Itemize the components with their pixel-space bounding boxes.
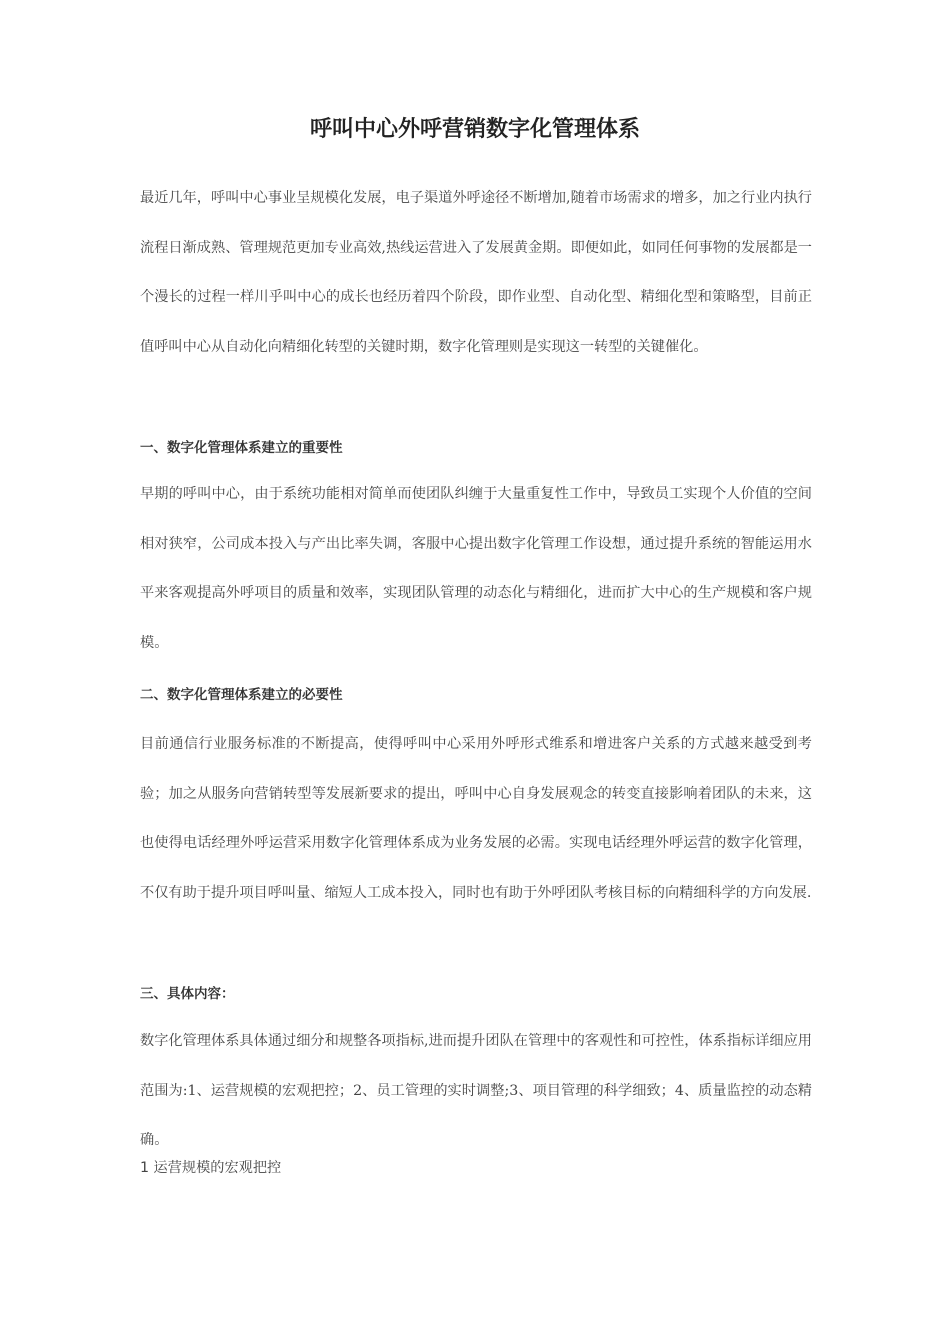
document-title: 呼叫中心外呼营销数字化管理体系 [309, 117, 640, 142]
section-body-necessity: 目前通信行业服务标准的不断提高，使得呼叫中心采用外呼形式维系和增进客户关系的方式越来越受到考验；加之从服务向营销转型等发展新要求的提出，呼叫中心自身发展观念的转变直接影响着团队的未来，这也使得电话经理外呼运营采用数字化管理体系成为业务发展的必需。实现电话经理外呼运营的数字化管理，不仅有助于提升项目呼叫量、缩短人工成本投入，同时也有助于外呼团队考核目标的向精细科学的方向发展. [140, 736, 812, 901]
section-body-content: 数字化管理体系具体通过细分和规整各项指标,进而提升团队在管理中的客观性和可控性，体系指标详细应用范围为:1、运营规模的宏观把控；2、员工管理的实时调整;3、项目管理的科学细致；4、质量监控的动态精确。 [140, 1033, 812, 1148]
subsection-heading-scale-control: 1 运营规模的宏观把控 [140, 1160, 282, 1176]
section-heading-necessity: 二、数字化管理体系建立的必要性 [140, 687, 343, 703]
section-heading-importance: 一、数字化管理体系建立的重要性 [140, 440, 343, 456]
intro-paragraph: 最近几年，呼叫中心事业呈规模化发展，电子渠道外呼途径不断增加,随着市场需求的增多，加之行业内执行流程日渐成熟、管理规范更加专业高效,热线运营进入了发展黄金期。即便如此，如同任何事物的发展都是一个漫长的过程一样川乎叫中心的成长也经历着四个阶段，即作业型、自动化型、精细化型和策略型，目前正值呼叫中心从自动化向精细化转型的关键时期，数字化管理则是实现这一转型的关键催化。 [140, 190, 812, 355]
section-body-importance: 早期的呼叫中心，由于系统功能相对简单而使团队纠缠于大量重复性工作中，导致员工实现个人价值的空间相对狭窄，公司成本投入与产出比率失调，客服中心提出数字化管理工作设想，通过提升系统的智能运用水平来客观提高外呼项目的质量和效率，实现团队管理的动态化与精细化，进而扩大中心的生产规模和客户规模。 [140, 486, 812, 651]
section-heading-content: 三、具体内容： [140, 986, 235, 1002]
